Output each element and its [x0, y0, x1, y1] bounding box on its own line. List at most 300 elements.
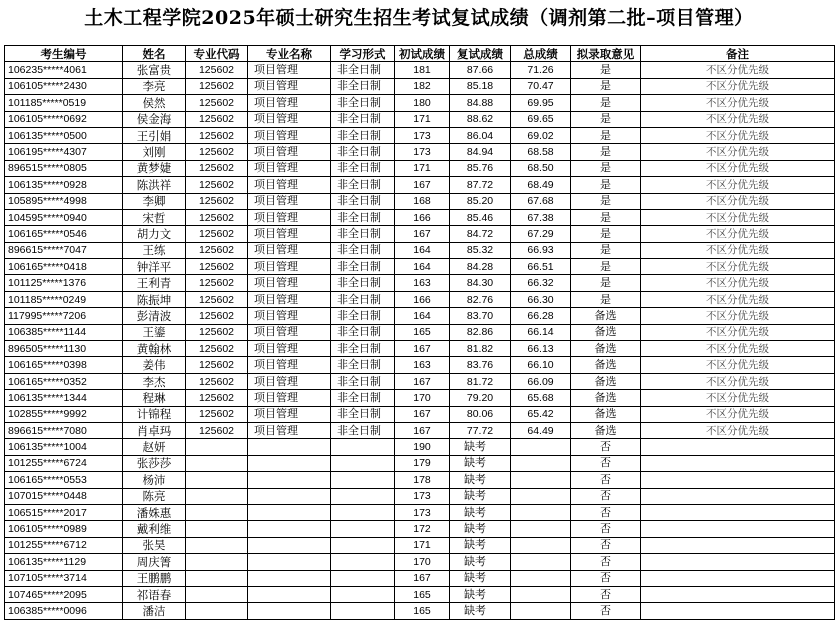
note-cell: 不区分优先级 — [641, 308, 835, 324]
major-name-cell — [248, 537, 331, 553]
table-row — [5, 95, 835, 111]
major-code-cell: 125602 — [186, 259, 248, 275]
initial-score-cell: 167 — [395, 177, 450, 193]
initial-score-cell: 164 — [395, 308, 450, 324]
study-mode-cell — [331, 570, 395, 586]
total-score-cell: 68.58 — [511, 144, 571, 160]
major-code-cell — [186, 472, 248, 488]
col-header-retest-score: 复试成绩 — [450, 46, 511, 62]
exam-id-cell: 106135*****1129 — [5, 554, 123, 570]
retest-score-cell: 84.88 — [450, 95, 511, 111]
initial-score-cell: 170 — [395, 554, 450, 570]
major-code-cell: 125602 — [186, 127, 248, 143]
decision-cell: 是 — [571, 160, 641, 176]
major-code-cell: 125602 — [186, 406, 248, 422]
decision-cell: 是 — [571, 95, 641, 111]
retest-score-cell: 缺考 — [450, 603, 511, 619]
study-mode-cell: 非全日制 — [331, 177, 395, 193]
exam-id-cell: 106235*****4061 — [5, 62, 123, 78]
major-code-cell: 125602 — [186, 226, 248, 242]
decision-cell: 是 — [571, 275, 641, 291]
note-cell: 不区分优先级 — [641, 324, 835, 340]
decision-cell: 是 — [571, 144, 641, 160]
initial-score-cell: 167 — [395, 422, 450, 438]
note-cell: 不区分优先级 — [641, 177, 835, 193]
table-row — [5, 324, 835, 340]
initial-score-cell: 171 — [395, 111, 450, 127]
retest-score-cell: 83.70 — [450, 308, 511, 324]
decision-cell: 是 — [571, 111, 641, 127]
study-mode-cell: 非全日制 — [331, 390, 395, 406]
major-code-cell — [186, 537, 248, 553]
retest-score-cell: 缺考 — [450, 488, 511, 504]
table-row — [5, 586, 835, 602]
decision-cell: 备选 — [571, 341, 641, 357]
major-name-cell — [248, 554, 331, 570]
initial-score-cell: 171 — [395, 160, 450, 176]
name-cell: 张昊 — [123, 537, 186, 553]
initial-score-cell: 166 — [395, 291, 450, 307]
decision-cell: 是 — [571, 259, 641, 275]
study-mode-cell — [331, 488, 395, 504]
study-mode-cell: 非全日制 — [331, 373, 395, 389]
study-mode-cell — [331, 586, 395, 602]
exam-id-cell: 106135*****1004 — [5, 439, 123, 455]
note-cell: 不区分优先级 — [641, 193, 835, 209]
retest-score-cell: 缺考 — [450, 472, 511, 488]
exam-id-cell: 106165*****0352 — [5, 373, 123, 389]
results-table — [4, 45, 835, 620]
table-row — [5, 570, 835, 586]
major-name-cell: 项目管理 — [248, 341, 331, 357]
total-score-cell — [511, 521, 571, 537]
study-mode-cell — [331, 439, 395, 455]
table-row — [5, 422, 835, 438]
major-name-cell: 项目管理 — [248, 291, 331, 307]
decision-cell: 否 — [571, 455, 641, 471]
table-row — [5, 504, 835, 520]
exam-id-cell: 105895*****4998 — [5, 193, 123, 209]
initial-score-cell: 180 — [395, 95, 450, 111]
major-code-cell — [186, 586, 248, 602]
total-score-cell: 71.26 — [511, 62, 571, 78]
note-cell: 不区分优先级 — [641, 78, 835, 94]
note-cell: 不区分优先级 — [641, 275, 835, 291]
exam-id-cell: 106105*****0692 — [5, 111, 123, 127]
major-code-cell — [186, 504, 248, 520]
exam-id-cell: 106165*****0553 — [5, 472, 123, 488]
major-name-cell: 项目管理 — [248, 62, 331, 78]
decision-cell: 否 — [571, 504, 641, 520]
exam-id-cell: 106195*****4307 — [5, 144, 123, 160]
major-name-cell: 项目管理 — [248, 226, 331, 242]
decision-cell: 备选 — [571, 390, 641, 406]
total-score-cell: 68.49 — [511, 177, 571, 193]
major-name-cell: 项目管理 — [248, 308, 331, 324]
name-cell: 计锦程 — [123, 406, 186, 422]
study-mode-cell: 非全日制 — [331, 62, 395, 78]
note-cell: 不区分优先级 — [641, 242, 835, 258]
table-row — [5, 488, 835, 504]
header-row — [5, 46, 835, 62]
retest-score-cell: 84.94 — [450, 144, 511, 160]
note-cell: 不区分优先级 — [641, 390, 835, 406]
name-cell: 李亮 — [123, 78, 186, 94]
name-cell: 钟洋平 — [123, 259, 186, 275]
major-name-cell: 项目管理 — [248, 127, 331, 143]
initial-score-cell: 167 — [395, 406, 450, 422]
exam-id-cell: 106165*****0398 — [5, 357, 123, 373]
note-cell: 不区分优先级 — [641, 373, 835, 389]
retest-score-cell: 81.82 — [450, 341, 511, 357]
col-header-major-name: 专业名称 — [248, 46, 331, 62]
major-name-cell — [248, 504, 331, 520]
decision-cell: 是 — [571, 177, 641, 193]
table-row — [5, 144, 835, 160]
name-cell: 张富贵 — [123, 62, 186, 78]
table-row — [5, 537, 835, 553]
major-code-cell: 125602 — [186, 62, 248, 78]
retest-score-cell: 82.86 — [450, 324, 511, 340]
decision-cell: 否 — [571, 439, 641, 455]
study-mode-cell — [331, 521, 395, 537]
major-name-cell — [248, 472, 331, 488]
decision-cell: 是 — [571, 78, 641, 94]
major-name-cell — [248, 521, 331, 537]
study-mode-cell: 非全日制 — [331, 291, 395, 307]
table-row — [5, 209, 835, 225]
note-cell — [641, 521, 835, 537]
decision-cell: 是 — [571, 127, 641, 143]
note-cell: 不区分优先级 — [641, 144, 835, 160]
major-name-cell: 项目管理 — [248, 390, 331, 406]
initial-score-cell: 167 — [395, 226, 450, 242]
exam-id-cell: 107465*****2095 — [5, 586, 123, 602]
total-score-cell: 67.29 — [511, 226, 571, 242]
major-code-cell — [186, 603, 248, 619]
note-cell — [641, 488, 835, 504]
major-code-cell: 125602 — [186, 324, 248, 340]
note-cell — [641, 603, 835, 619]
table-row — [5, 308, 835, 324]
total-score-cell: 66.30 — [511, 291, 571, 307]
retest-score-cell: 84.30 — [450, 275, 511, 291]
note-cell: 不区分优先级 — [641, 406, 835, 422]
total-score-cell — [511, 439, 571, 455]
major-name-cell: 项目管理 — [248, 242, 331, 258]
note-cell — [641, 504, 835, 520]
name-cell: 陈振坤 — [123, 291, 186, 307]
major-name-cell: 项目管理 — [248, 144, 331, 160]
name-cell: 祁语春 — [123, 586, 186, 602]
retest-score-cell: 81.72 — [450, 373, 511, 389]
exam-id-cell: 101255*****6724 — [5, 455, 123, 471]
initial-score-cell: 167 — [395, 570, 450, 586]
initial-score-cell: 178 — [395, 472, 450, 488]
exam-id-cell: 104595*****0940 — [5, 209, 123, 225]
name-cell: 侯金海 — [123, 111, 186, 127]
exam-id-cell: 896615*****7047 — [5, 242, 123, 258]
col-header-major-code: 专业代码 — [186, 46, 248, 62]
name-cell: 王练 — [123, 242, 186, 258]
name-cell: 黄翰林 — [123, 341, 186, 357]
decision-cell: 是 — [571, 242, 641, 258]
total-score-cell: 66.13 — [511, 341, 571, 357]
total-score-cell: 66.10 — [511, 357, 571, 373]
table-row — [5, 406, 835, 422]
major-name-cell: 项目管理 — [248, 406, 331, 422]
initial-score-cell: 165 — [395, 586, 450, 602]
initial-score-cell: 164 — [395, 259, 450, 275]
name-cell: 李杰 — [123, 373, 186, 389]
major-code-cell: 125602 — [186, 291, 248, 307]
study-mode-cell: 非全日制 — [331, 275, 395, 291]
total-score-cell — [511, 455, 571, 471]
major-name-cell — [248, 603, 331, 619]
decision-cell: 是 — [571, 226, 641, 242]
total-score-cell: 66.14 — [511, 324, 571, 340]
study-mode-cell — [331, 537, 395, 553]
name-cell: 潘姝惠 — [123, 504, 186, 520]
initial-score-cell: 165 — [395, 603, 450, 619]
major-name-cell: 项目管理 — [248, 95, 331, 111]
table-row — [5, 127, 835, 143]
retest-score-cell: 83.76 — [450, 357, 511, 373]
name-cell: 彭清波 — [123, 308, 186, 324]
total-score-cell — [511, 504, 571, 520]
col-header-name: 姓名 — [123, 46, 186, 62]
retest-score-cell: 缺考 — [450, 504, 511, 520]
major-name-cell: 项目管理 — [248, 78, 331, 94]
major-name-cell: 项目管理 — [248, 209, 331, 225]
retest-score-cell: 82.76 — [450, 291, 511, 307]
total-score-cell: 65.68 — [511, 390, 571, 406]
major-code-cell: 125602 — [186, 390, 248, 406]
study-mode-cell: 非全日制 — [331, 308, 395, 324]
name-cell: 黄梦婕 — [123, 160, 186, 176]
initial-score-cell: 181 — [395, 62, 450, 78]
retest-score-cell: 缺考 — [450, 439, 511, 455]
table-row — [5, 341, 835, 357]
major-name-cell: 项目管理 — [248, 357, 331, 373]
exam-id-cell: 896515*****0805 — [5, 160, 123, 176]
decision-cell: 备选 — [571, 308, 641, 324]
study-mode-cell — [331, 472, 395, 488]
total-score-cell — [511, 488, 571, 504]
study-mode-cell: 非全日制 — [331, 226, 395, 242]
retest-score-cell: 84.28 — [450, 259, 511, 275]
name-cell: 张莎莎 — [123, 455, 186, 471]
name-cell: 杨沛 — [123, 472, 186, 488]
total-score-cell: 66.32 — [511, 275, 571, 291]
retest-score-cell: 缺考 — [450, 586, 511, 602]
retest-score-cell: 缺考 — [450, 455, 511, 471]
study-mode-cell: 非全日制 — [331, 193, 395, 209]
major-name-cell: 项目管理 — [248, 422, 331, 438]
major-name-cell — [248, 488, 331, 504]
initial-score-cell: 167 — [395, 373, 450, 389]
note-cell — [641, 439, 835, 455]
major-name-cell: 项目管理 — [248, 373, 331, 389]
table-row — [5, 603, 835, 619]
total-score-cell — [511, 570, 571, 586]
total-score-cell: 67.68 — [511, 193, 571, 209]
name-cell: 肖卓玛 — [123, 422, 186, 438]
note-cell: 不区分优先级 — [641, 341, 835, 357]
retest-score-cell: 85.20 — [450, 193, 511, 209]
table-row — [5, 291, 835, 307]
note-cell: 不区分优先级 — [641, 291, 835, 307]
major-code-cell: 125602 — [186, 275, 248, 291]
table-header — [5, 46, 835, 62]
retest-score-cell: 87.72 — [450, 177, 511, 193]
table-row — [5, 111, 835, 127]
note-cell — [641, 537, 835, 553]
major-name-cell — [248, 439, 331, 455]
decision-cell: 备选 — [571, 324, 641, 340]
major-code-cell — [186, 554, 248, 570]
col-header-study-mode: 学习形式 — [331, 46, 395, 62]
retest-score-cell: 87.66 — [450, 62, 511, 78]
major-code-cell — [186, 439, 248, 455]
major-name-cell — [248, 586, 331, 602]
decision-cell: 否 — [571, 488, 641, 504]
retest-score-cell: 缺考 — [450, 521, 511, 537]
total-score-cell — [511, 537, 571, 553]
note-cell: 不区分优先级 — [641, 357, 835, 373]
initial-score-cell: 163 — [395, 275, 450, 291]
major-code-cell: 125602 — [186, 242, 248, 258]
table-row — [5, 357, 835, 373]
exam-id-cell: 896615*****7080 — [5, 422, 123, 438]
total-score-cell — [511, 554, 571, 570]
initial-score-cell: 168 — [395, 193, 450, 209]
exam-id-cell: 106135*****0500 — [5, 127, 123, 143]
study-mode-cell — [331, 554, 395, 570]
total-score-cell: 64.49 — [511, 422, 571, 438]
retest-score-cell: 85.76 — [450, 160, 511, 176]
initial-score-cell: 173 — [395, 127, 450, 143]
initial-score-cell: 171 — [395, 537, 450, 553]
major-code-cell: 125602 — [186, 160, 248, 176]
name-cell: 王鎏 — [123, 324, 186, 340]
note-cell: 不区分优先级 — [641, 226, 835, 242]
retest-score-cell: 80.06 — [450, 406, 511, 422]
exam-id-cell: 101185*****0249 — [5, 291, 123, 307]
table-row — [5, 193, 835, 209]
name-cell: 周庆箐 — [123, 554, 186, 570]
initial-score-cell: 179 — [395, 455, 450, 471]
name-cell: 姜伟 — [123, 357, 186, 373]
decision-cell: 备选 — [571, 406, 641, 422]
major-code-cell — [186, 455, 248, 471]
retest-score-cell: 85.32 — [450, 242, 511, 258]
exam-id-cell: 106385*****1144 — [5, 324, 123, 340]
exam-id-cell: 107015*****0448 — [5, 488, 123, 504]
table-row — [5, 439, 835, 455]
exam-id-cell: 106165*****0546 — [5, 226, 123, 242]
note-cell: 不区分优先级 — [641, 62, 835, 78]
table-row — [5, 455, 835, 471]
major-name-cell: 项目管理 — [248, 111, 331, 127]
total-score-cell: 66.09 — [511, 373, 571, 389]
retest-score-cell: 88.62 — [450, 111, 511, 127]
name-cell: 胡力文 — [123, 226, 186, 242]
decision-cell: 是 — [571, 291, 641, 307]
total-score-cell: 67.38 — [511, 209, 571, 225]
major-code-cell: 125602 — [186, 357, 248, 373]
decision-cell: 是 — [571, 193, 641, 209]
table-body — [5, 62, 835, 619]
exam-id-cell: 101255*****6712 — [5, 537, 123, 553]
study-mode-cell: 非全日制 — [331, 324, 395, 340]
table-row — [5, 78, 835, 94]
note-cell — [641, 554, 835, 570]
name-cell: 侯然 — [123, 95, 186, 111]
decision-cell: 否 — [571, 586, 641, 602]
col-header-exam-id: 考生编号 — [5, 46, 123, 62]
total-score-cell — [511, 603, 571, 619]
total-score-cell: 69.65 — [511, 111, 571, 127]
study-mode-cell: 非全日制 — [331, 242, 395, 258]
retest-score-cell: 85.46 — [450, 209, 511, 225]
exam-id-cell: 106165*****0418 — [5, 259, 123, 275]
exam-id-cell: 101185*****0519 — [5, 95, 123, 111]
total-score-cell: 66.93 — [511, 242, 571, 258]
major-code-cell — [186, 570, 248, 586]
decision-cell: 备选 — [571, 373, 641, 389]
retest-score-cell: 缺考 — [450, 570, 511, 586]
table-row — [5, 160, 835, 176]
table-row — [5, 521, 835, 537]
major-code-cell: 125602 — [186, 78, 248, 94]
decision-cell: 否 — [571, 554, 641, 570]
col-header-decision: 拟录取意见 — [571, 46, 641, 62]
initial-score-cell: 163 — [395, 357, 450, 373]
total-score-cell: 69.02 — [511, 127, 571, 143]
decision-cell: 否 — [571, 603, 641, 619]
major-name-cell — [248, 455, 331, 471]
name-cell: 陈洪祥 — [123, 177, 186, 193]
initial-score-cell: 167 — [395, 341, 450, 357]
note-cell: 不区分优先级 — [641, 422, 835, 438]
table-row — [5, 373, 835, 389]
study-mode-cell: 非全日制 — [331, 111, 395, 127]
study-mode-cell: 非全日制 — [331, 160, 395, 176]
name-cell: 王利青 — [123, 275, 186, 291]
retest-score-cell: 85.18 — [450, 78, 511, 94]
major-code-cell — [186, 521, 248, 537]
decision-cell: 否 — [571, 472, 641, 488]
table-row — [5, 259, 835, 275]
retest-score-cell: 79.20 — [450, 390, 511, 406]
total-score-cell: 66.51 — [511, 259, 571, 275]
exam-id-cell: 106105*****0989 — [5, 521, 123, 537]
table-row — [5, 62, 835, 78]
col-header-total-score: 总成绩 — [511, 46, 571, 62]
table-row — [5, 472, 835, 488]
major-code-cell: 125602 — [186, 308, 248, 324]
col-header-note: 备注 — [641, 46, 835, 62]
major-name-cell: 项目管理 — [248, 259, 331, 275]
study-mode-cell: 非全日制 — [331, 95, 395, 111]
initial-score-cell: 173 — [395, 144, 450, 160]
name-cell: 王引娟 — [123, 127, 186, 143]
major-code-cell: 125602 — [186, 422, 248, 438]
major-code-cell: 125602 — [186, 111, 248, 127]
table-row — [5, 242, 835, 258]
name-cell: 王鹏鹏 — [123, 570, 186, 586]
